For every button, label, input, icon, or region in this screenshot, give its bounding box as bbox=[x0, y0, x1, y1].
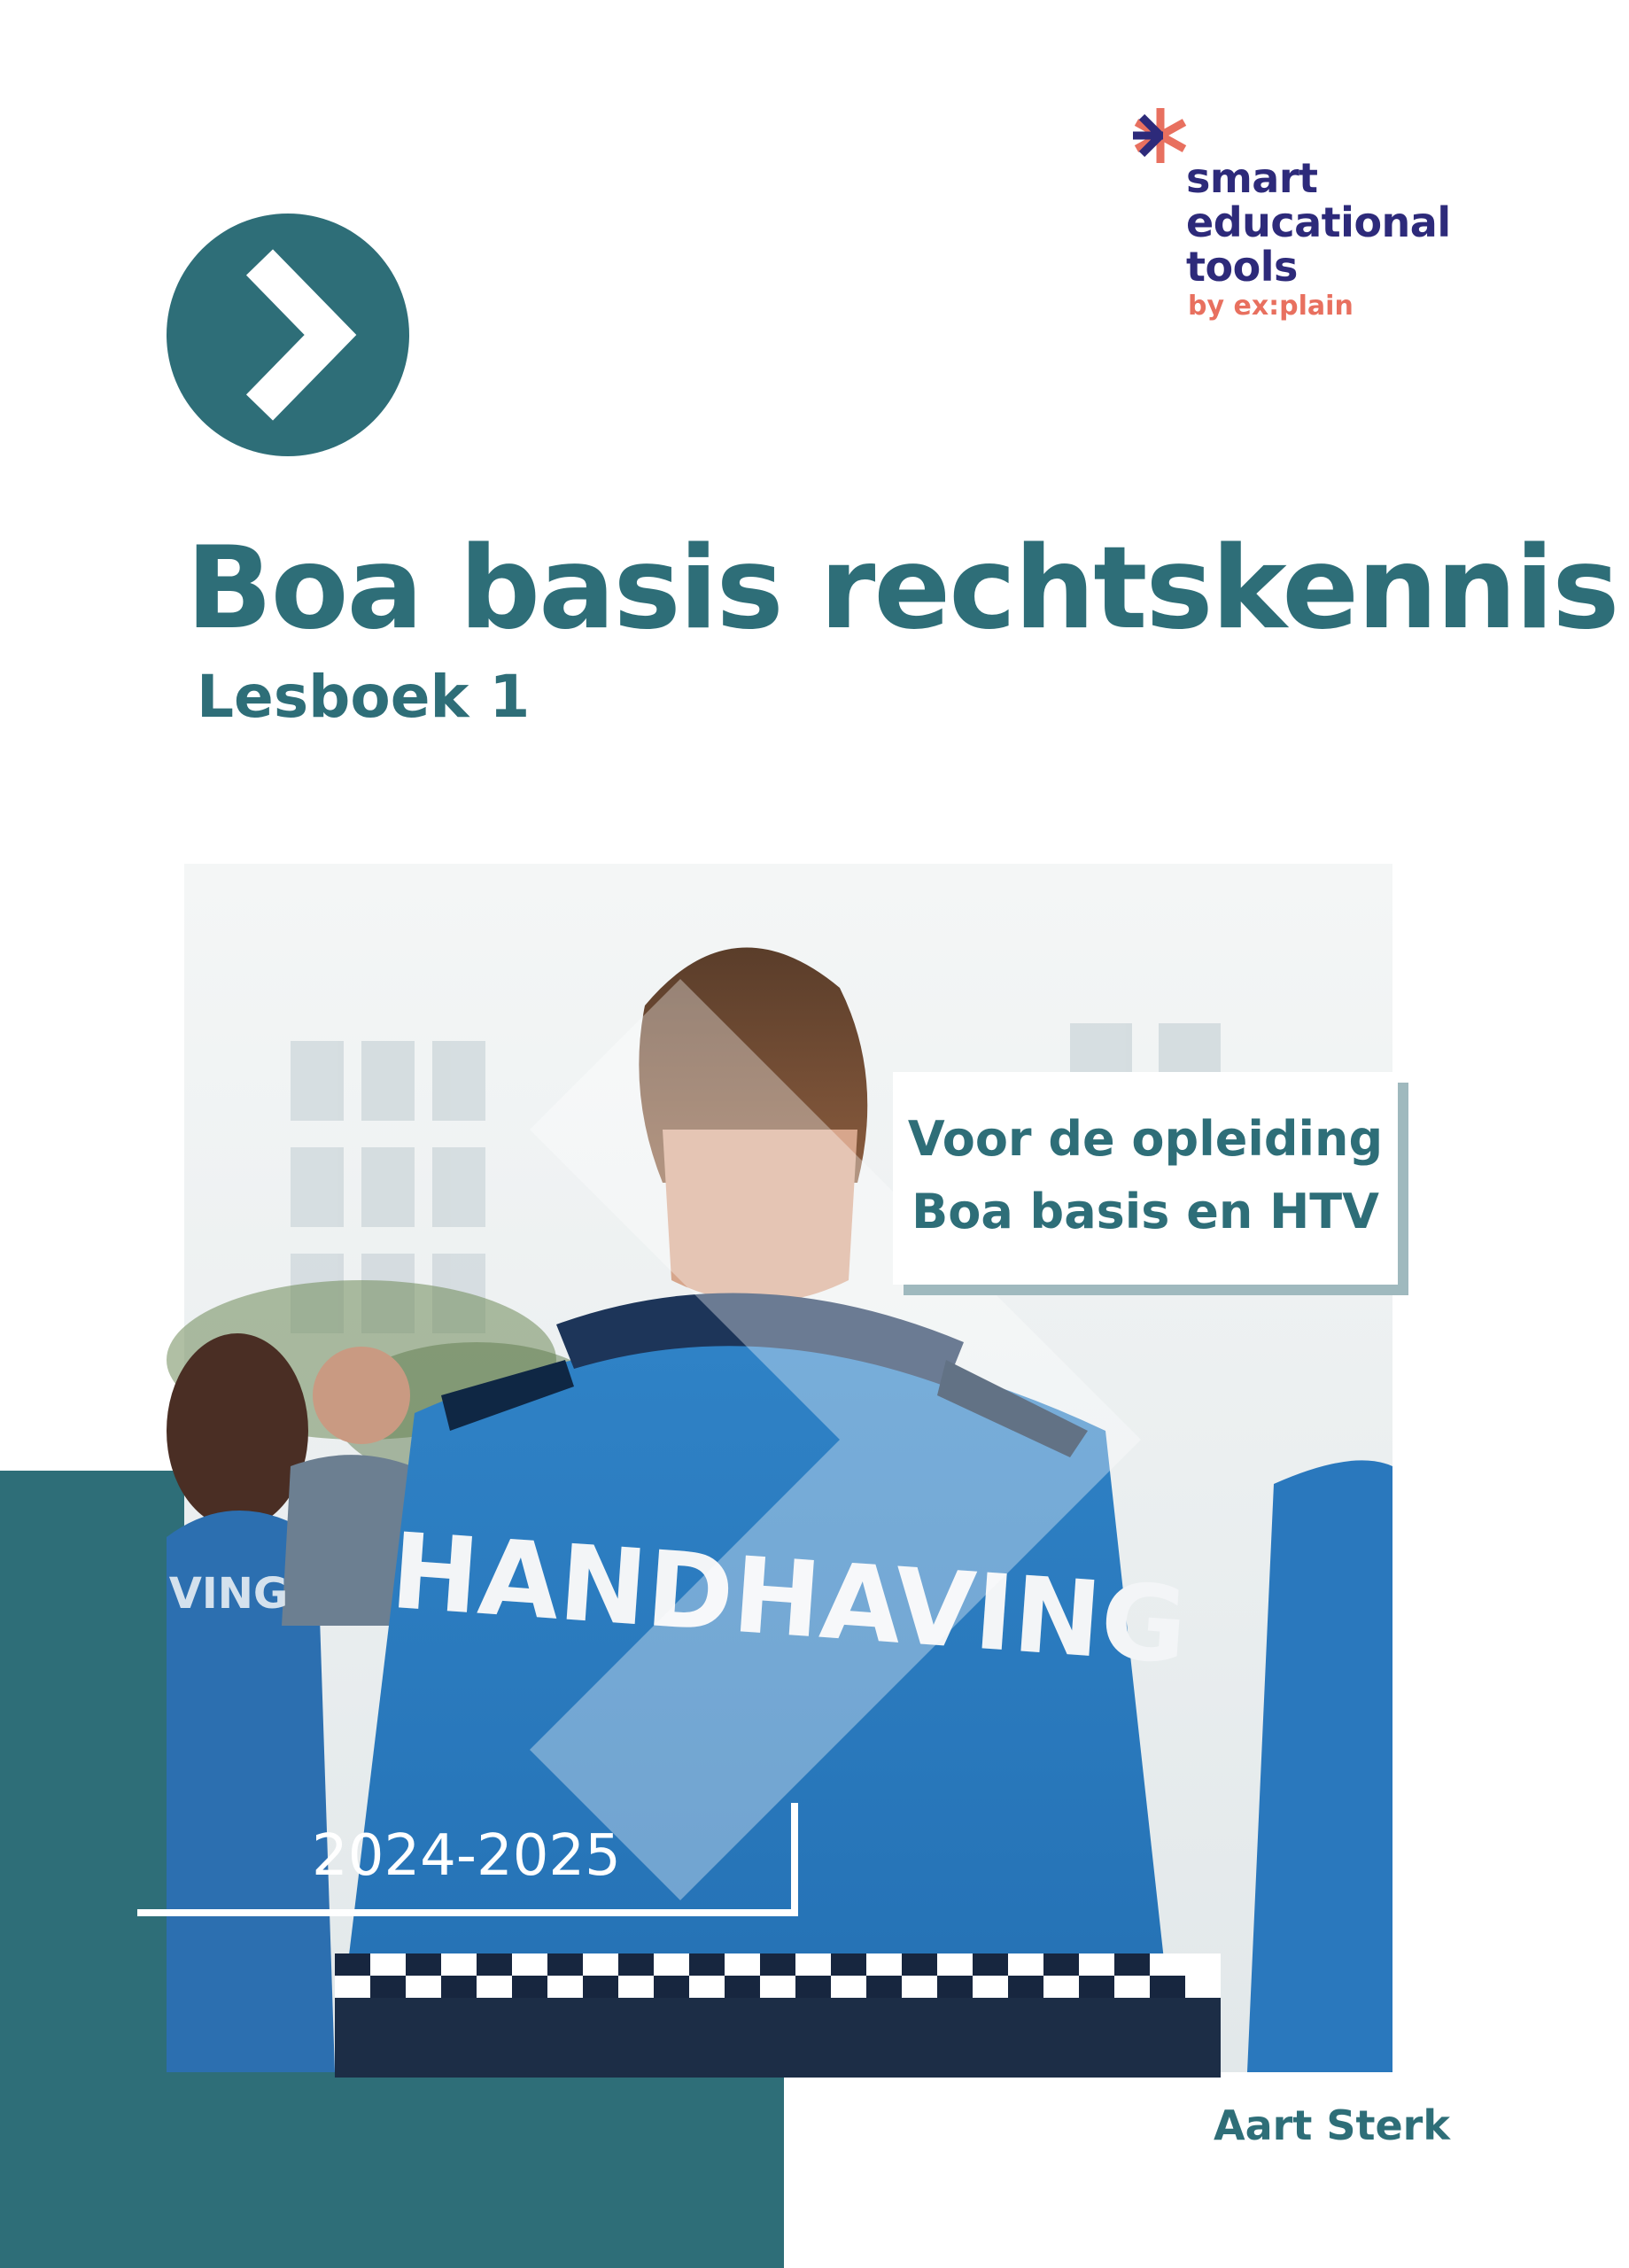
author-name: Aart Sterk bbox=[1214, 2101, 1450, 2149]
side-jacket-text: VING bbox=[168, 1569, 289, 1619]
asterisk-logo-icon bbox=[1129, 105, 1191, 167]
book-subtitle: Lesboek 1 bbox=[197, 663, 531, 731]
publisher-logo bbox=[1129, 105, 1501, 335]
logo-text-smart: smart bbox=[1186, 154, 1318, 202]
chevron-right-icon bbox=[167, 214, 409, 456]
logo-text-tools: tools bbox=[1186, 243, 1298, 291]
school-year: 2024-2025 bbox=[312, 1823, 621, 1889]
book-title: Boa basis rechtskennis bbox=[186, 523, 1618, 655]
logo-tagline: by ex:plain bbox=[1188, 291, 1354, 322]
jacket-text: HANDHAVING bbox=[387, 1509, 1191, 1688]
course-label-box bbox=[893, 1072, 1398, 1285]
logo-text-educational: educational bbox=[1186, 198, 1451, 246]
course-label-line2: Boa basis en HTV bbox=[911, 1184, 1379, 1239]
course-label-line1: Voor de opleiding bbox=[907, 1111, 1384, 1167]
